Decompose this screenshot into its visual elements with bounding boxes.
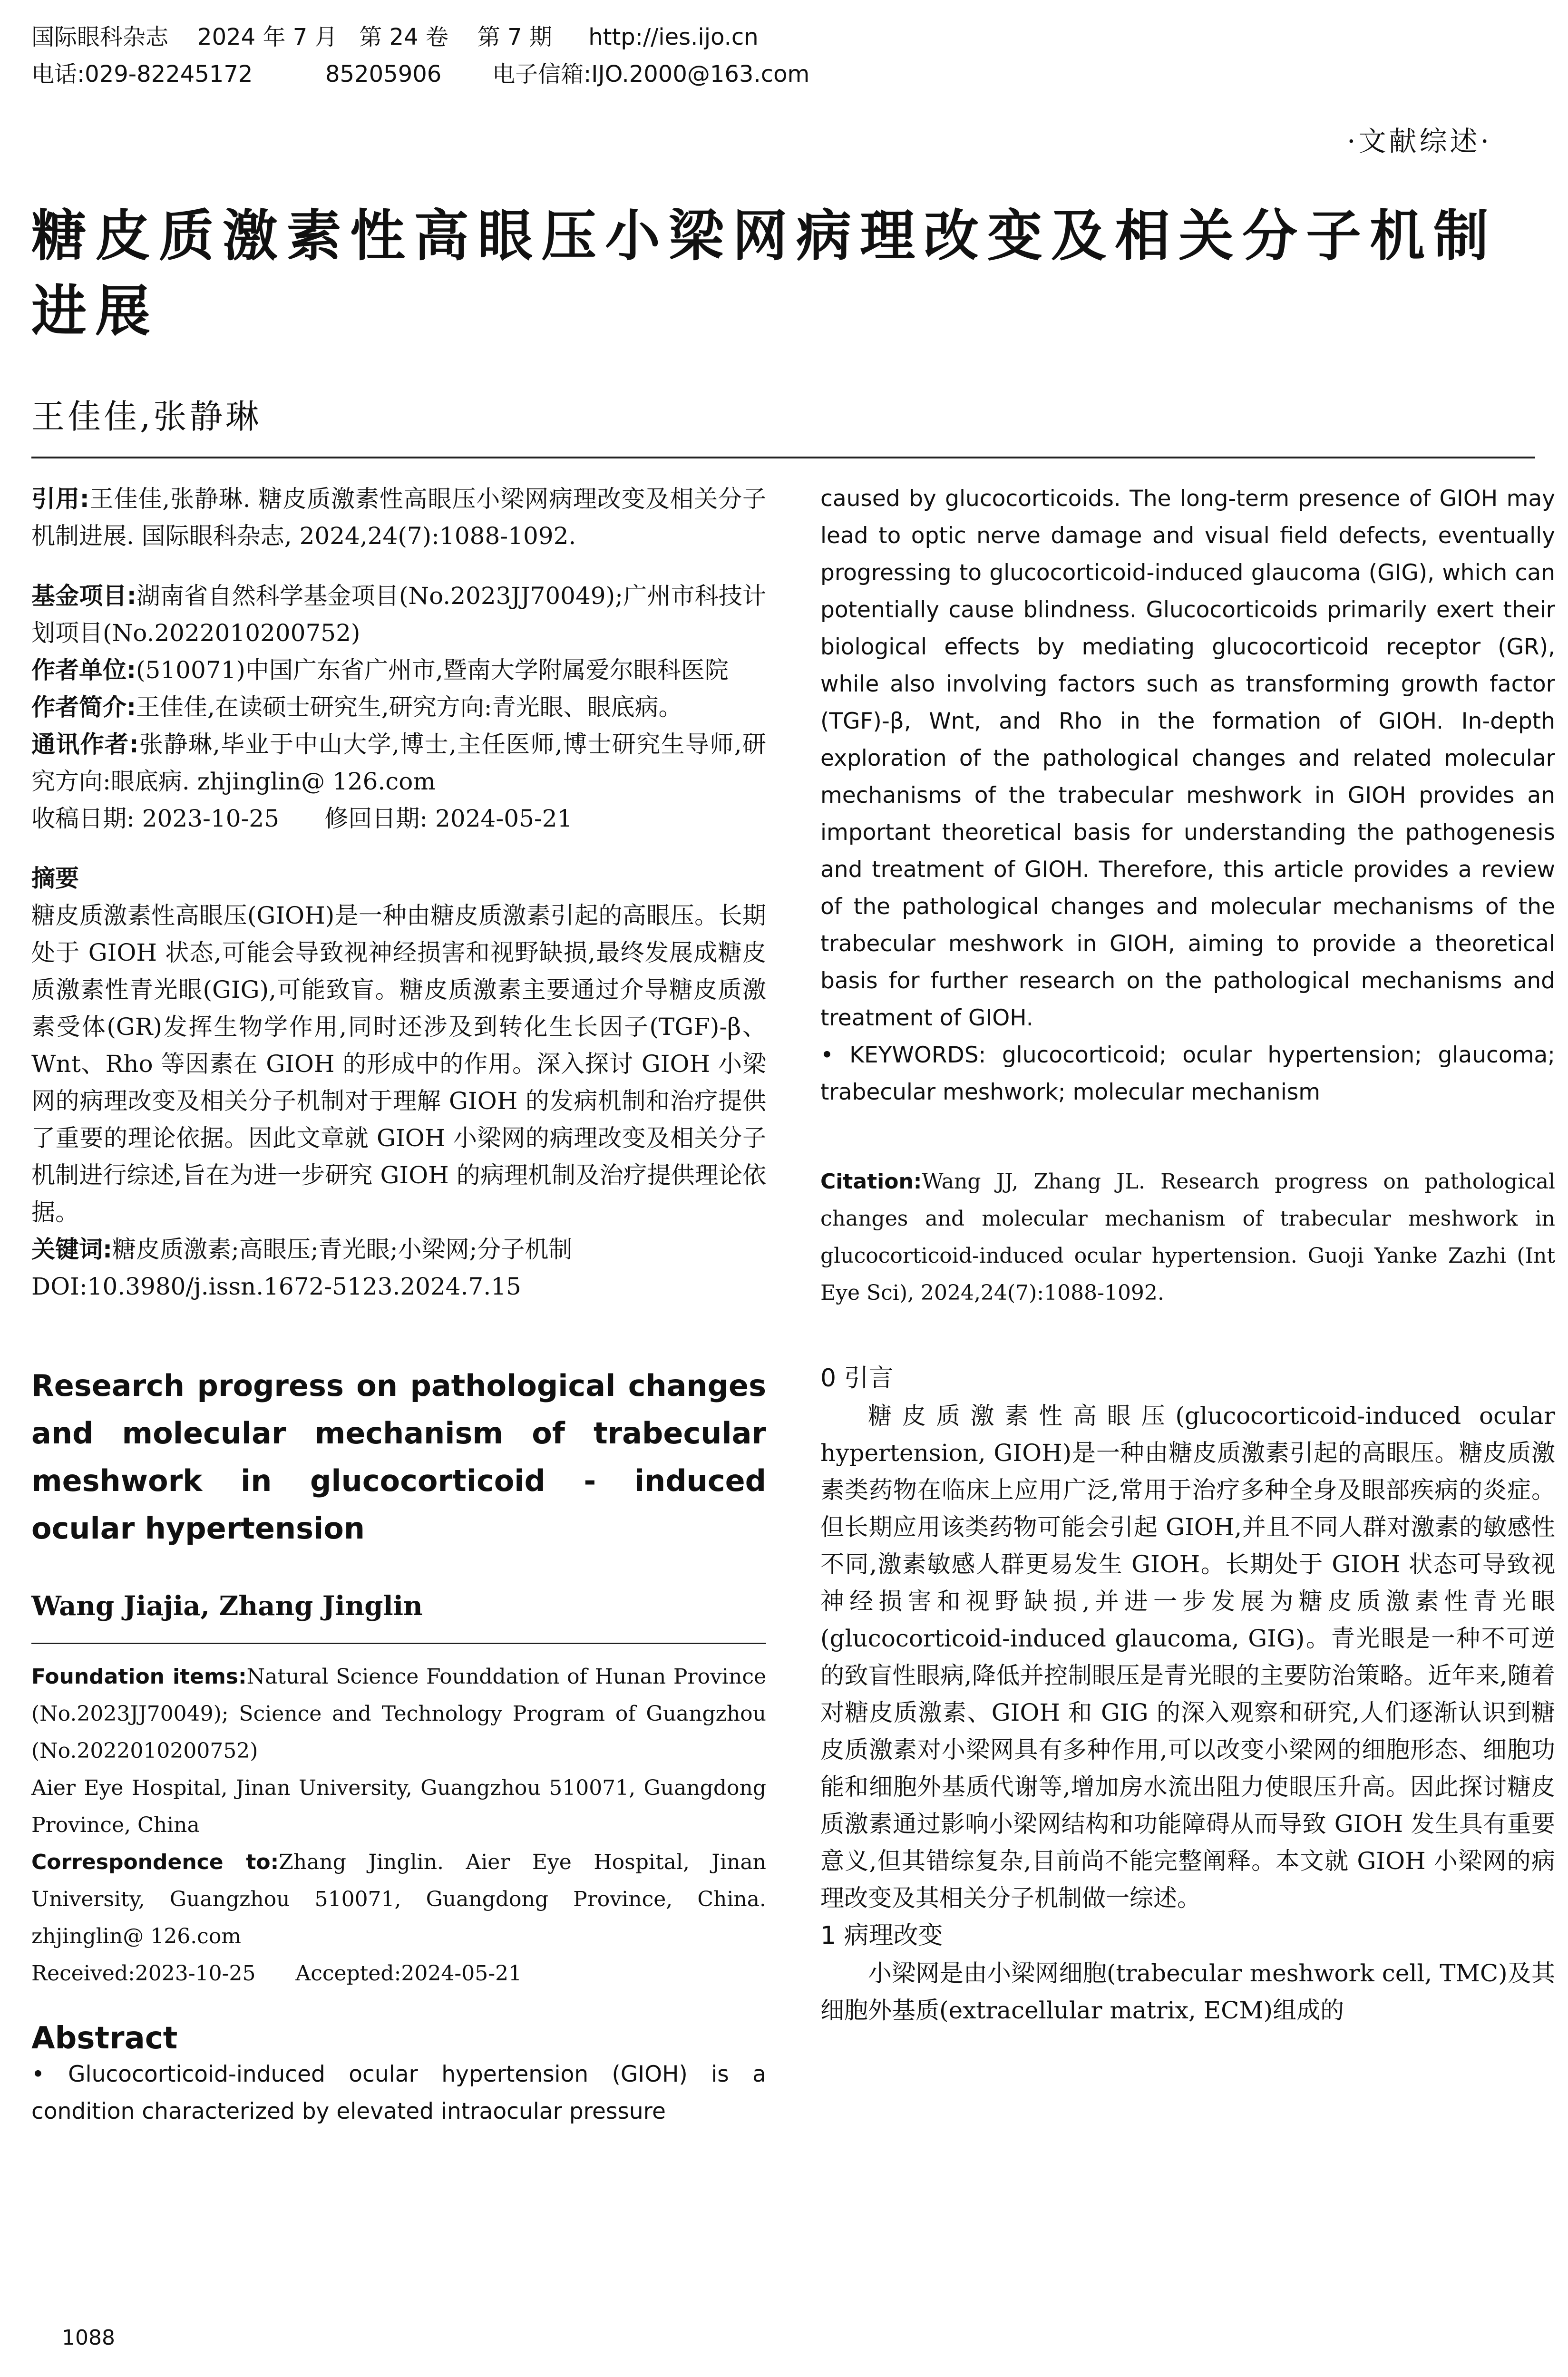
affiliation-cn-label: 作者单位:: [31, 656, 136, 684]
citation-cn: [31, 480, 766, 555]
section1-heading: 1 病理改变: [820, 1921, 943, 1950]
keywords-en: • KEYWORDS: glucocorticoid; ocular hypertension; glaucoma; trabecular meshwork; molecular mechanism: [820, 1042, 1555, 1105]
intro-text: 糖皮质激素性高眼压(glucocorticoid-induced ocular hypertension, GIOH)是一种由糖皮质激素引起的高眼压。糖皮质激素类药物在临床上应用广泛,常用于治疗多种全身及眼部疾病的炎症。但长期应用该类药物可能会引起 GIOH,并且不同人群对激素的敏感性不同,激素敏感人群更易发生 GIOH。长期处于 GIOH 状态可导致视神经损害和视野缺损,并进一步发展为糖皮质激素性青光眼(glucocorticoid-induced glaucoma, GIG)。青光眼是一种不可逆的致盲性眼病,降低并控制眼压是青光眼的主要防治策略。近年来,随着对糖皮质激素、GIOH 和 GIG 的深入观察和研究,人们逐渐认识到糖皮质激素对小梁网具有多种作用,可以改变小梁网的细胞形态、细胞功能和细胞外基质代谢等,增加房水流出阻力使眼压升高。因此探讨糖皮质激素通过影响小梁网结构和功能障碍从而导致 GIOH 发生具有重要意义,但其错综复杂,目前尚不能完整阐释。本文就 GIOH 小梁网的病理改变及其相关分子机制做一综述。: [820, 1402, 1555, 1912]
left-column: [31, 480, 766, 2130]
intro-heading: 0 引言: [820, 1364, 894, 1393]
journal-header-line-2: 电话:029-82245172 85205906 电子信箱:IJO.2000@163.com: [31, 61, 810, 88]
fund-cn: [31, 577, 766, 652]
page-number: 1088: [62, 2326, 115, 2350]
fund-cn-text: 湖南省自然科学基金项目(No.2023JJ70049);广州市科技计划项目(No.2022010200752): [31, 582, 766, 647]
abstract-en-continued: caused by glucocorticoids. The long-term presence of GIOH may lead to optic nerve damage and visual field defects, eventually progressing to glucocorticoid-induced glaucoma (GIG), which can potentially cause blindness. Glucocorticoids primarily exert their biological effects by mediating glucocorticoid receptor (GR), while also involving factors such as transforming growth factor (TGF)-β, Wnt, and Rho in the formation of GIOH. In-depth exploration of the pathological changes and related molecular mechanisms of the trabecular meshwork in GIOH provides an important theoretical basis for understanding the pathogenesis and treatment of GIOH. Therefore, this article provides a review of the pathological changes and molecular mechanisms of the trabecular meshwork in GIOH, aiming to provide a theoretical basis for further research on the pathological mechanisms and treatment of GIOH.: [820, 486, 1555, 1031]
dates-en: Received:2023-10-25 Accepted:2024-05-21: [31, 1961, 522, 1986]
authors-cn: 王佳佳,张静琳: [31, 397, 262, 436]
foundation-en: [31, 1658, 766, 1770]
abstract-en-start: • Glucocorticoid-induced ocular hypertension (GIOH) is a condition characterized by elevated intraocular pressure: [31, 2061, 766, 2124]
fund-cn-label: 基金项目:: [31, 582, 136, 610]
affiliation-en: Aier Eye Hospital, Jinan University, Guangzhou 510071, Guangdong Province, China: [31, 1776, 766, 1837]
correspondence-en-text: Zhang Jinglin. Aier Eye Hospital, Jinan University, Guangzhou 510071, Guangdong Province, China. zhjinglin@ 126.com: [31, 1850, 767, 1948]
abstract-cn-text: 糖皮质激素性高眼压(GIOH)是一种由糖皮质激素引起的高眼压。长期处于 GIOH 状态,可能会导致视神经损害和视野缺损,最终发展成糖皮质激素性青光眼(GIG),可能致盲。糖皮质激素主要通过介导糖皮质激素受体(GR)发挥生物学作用,同时还涉及到转化生长因子(TGF)-β、Wnt、Rho 等因素在 GIOH 的形成中的作用。深入探讨 GIOH 小梁网的病理改变及相关分子机制对于理解 GIOH 的发病机制和治疗提供了重要的理论依据。因此文章就 GIOH 小梁网的病理改变及相关分子机制进行综述,旨在为进一步研究 GIOH 的病理机制及治疗提供理论依据。: [31, 902, 766, 1226]
author-bio-cn-label: 作者简介:: [31, 693, 136, 721]
dates-cn: 收稿日期: 2023-10-25 修回日期: 2024-05-21: [31, 805, 573, 832]
doi: DOI:10.3980/j.issn.1672-5123.2024.7.15: [31, 1273, 521, 1300]
title-divider: [31, 457, 1535, 458]
correspondence-cn-label: 通讯作者:: [31, 731, 139, 758]
authors-en: Wang Jiajia, Zhang Jinglin: [31, 1590, 423, 1622]
right-column: [820, 480, 1555, 2029]
section-tag: ·文献综述·: [1347, 125, 1492, 157]
journal-header-line-1: 国际眼科杂志 2024 年 7 月 第 24 卷 第 7 期 http://ies.ijo.cn: [31, 24, 759, 50]
correspondence-en: [31, 1844, 766, 1955]
abstract-cn-heading-text: 摘要: [31, 865, 79, 892]
foundation-en-label: Foundation items:: [31, 1665, 247, 1689]
authors-en-divider: [31, 1643, 766, 1644]
affiliation-cn: [31, 652, 766, 689]
author-bio-cn-text: 王佳佳,在读硕士研究生,研究方向:青光眼、眼底病。: [136, 693, 682, 721]
correspondence-cn: [31, 726, 766, 800]
correspondence-en-label: Correspondence to:: [31, 1850, 279, 1874]
citation-en-text: Wang JJ, Zhang JL. Research progress on pathological changes and molecular mechanism of trabecular meshwork in glucocorticoid-induced ocular hypertension. Guoji Yanke Zazhi (Int Eye Sci), 2024,24(7):1088-1092.: [820, 1169, 1555, 1305]
correspondence-cn-text: 张静琳,毕业于中山大学,博士,主任医师,博士研究生导师,研究方向:眼底病. zhjinglin@ 126.com: [31, 731, 766, 795]
foundation-en-text: Natural Science Founddation of Hunan Province (No.2023JJ70049); Science and Technology Program of Guangzhou (No.2022010200752): [31, 1665, 766, 1763]
abstract-cn-heading: [31, 860, 766, 897]
keywords-cn: [31, 1231, 766, 1268]
keywords-cn-label: 关键词:: [31, 1236, 112, 1263]
article-title-en: Research progress on pathological changes and molecular mechanism of trabecular meshwork in glucocorticoid - induced ocular hypertension: [31, 1368, 766, 1546]
citation-en-label: Citation:: [820, 1169, 922, 1194]
author-bio-cn: [31, 689, 766, 726]
citation-en: [820, 1163, 1555, 1312]
affiliation-cn-text: (510071)中国广东省广州市,暨南大学附属爱尔眼科医院: [136, 656, 729, 684]
section1-text: 小梁网是由小梁网细胞(trabecular meshwork cell, TMC)及其细胞外基质(extracellular matrix, ECM)组成的: [820, 1959, 1555, 2024]
citation-cn-label: 引用:: [31, 485, 89, 513]
article-title-cn: 糖皮质激素性高眼压小梁网病理改变及相关分子机制进展: [31, 204, 1497, 343]
abstract-en-heading: Abstract: [31, 2021, 178, 2056]
citation-cn-text: 王佳佳,张静琳. 糖皮质激素性高眼压小梁网病理改变及相关分子机制进展. 国际眼科杂志, 2024,24(7):1088-1092.: [31, 485, 766, 550]
keywords-cn-text: 糖皮质激素;高眼压;青光眼;小梁网;分子机制: [112, 1236, 573, 1263]
